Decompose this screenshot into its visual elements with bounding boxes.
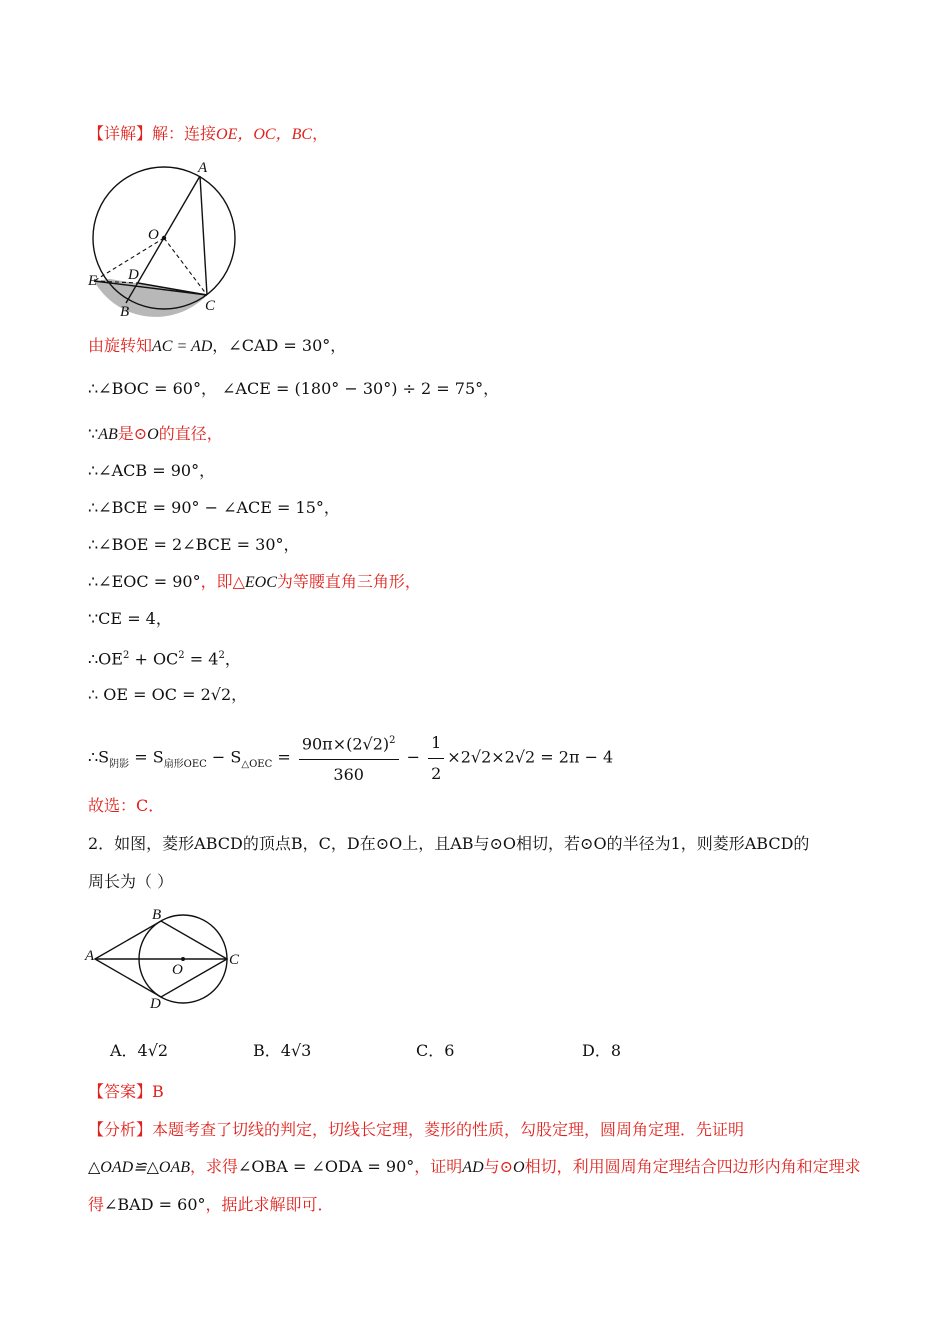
option-b[interactable] bbox=[253, 1038, 311, 1061]
step-11-sub-sector: 扇形OEC bbox=[163, 758, 207, 770]
analysis-o: O bbox=[513, 1159, 525, 1176]
step-3-because: ∵ bbox=[88, 424, 99, 443]
option-c-label: C．6 bbox=[416, 1041, 455, 1060]
analysis-text-2d: ，证明 bbox=[414, 1157, 463, 1176]
step-2 bbox=[88, 378, 499, 400]
step-11-e: − bbox=[401, 747, 426, 767]
label2-b: B bbox=[152, 907, 162, 923]
detail-tag: 【详解】 bbox=[88, 124, 153, 143]
answer-value: B bbox=[152, 1082, 164, 1101]
step-4 bbox=[88, 460, 215, 482]
fraction-sector bbox=[299, 728, 399, 788]
answer-tag: 【答案】 bbox=[88, 1082, 153, 1101]
question-2-line-1 bbox=[88, 833, 809, 855]
step-9-a: ∴OE bbox=[88, 649, 123, 669]
detail-jie: 解： bbox=[152, 124, 185, 143]
option-d-label: D．8 bbox=[582, 1041, 622, 1060]
label-o: O bbox=[148, 227, 159, 243]
center-dot-2 bbox=[181, 957, 185, 961]
step-10-text: ∴ OE = OC = 2√2， bbox=[88, 685, 248, 704]
step-9-sup-3: 2 bbox=[218, 650, 225, 661]
step-5-text: ∴∠BCE = 90° − ∠ACE = 15°， bbox=[88, 498, 340, 517]
step-3-o: O bbox=[147, 426, 159, 443]
analysis-text-2b: ，求得 bbox=[190, 1157, 239, 1176]
step-11-sub-triangle: △OEC bbox=[241, 758, 273, 770]
step-11-a: ∴S bbox=[88, 747, 110, 767]
figure-circle-shaded bbox=[80, 158, 250, 320]
step-10 bbox=[88, 684, 247, 706]
analysis-text-3a: 得 bbox=[88, 1195, 105, 1214]
detail-segments: OE，OC，BC bbox=[216, 126, 313, 143]
fraction-half-num: 1 bbox=[428, 730, 444, 759]
question-2-text-2: 周长为（ ） bbox=[88, 872, 174, 891]
step-11-b: = S bbox=[129, 747, 164, 767]
center-dot bbox=[162, 236, 166, 240]
analysis-text-2f: 与⊙ bbox=[483, 1157, 514, 1176]
label2-d: D bbox=[150, 996, 161, 1012]
step-7 bbox=[88, 571, 421, 594]
step-3-is: 是⊙ bbox=[117, 424, 148, 443]
fraction-sector-den: 360 bbox=[333, 765, 364, 785]
step-1-text: 由旋转知 bbox=[88, 336, 153, 355]
step-3 bbox=[88, 423, 223, 446]
analysis-text-3c: ，据此求解即可． bbox=[205, 1195, 334, 1214]
step-9-d: ， bbox=[224, 649, 241, 669]
step-7-eoc: EOC bbox=[244, 574, 277, 591]
step-1 bbox=[88, 335, 346, 358]
step-11-c: − S bbox=[206, 747, 242, 767]
step-11-f: ×2√2×2√2 = 2π − 4 bbox=[447, 747, 614, 767]
detail-connect: 连接 bbox=[184, 124, 217, 143]
detail-comma: ， bbox=[312, 124, 329, 143]
fraction-sector-sup: 2 bbox=[389, 735, 396, 746]
label2-o: O bbox=[172, 962, 183, 978]
analysis-congruence: △OAD≌△OAB bbox=[88, 1159, 190, 1176]
segment-ac bbox=[200, 176, 207, 295]
step-9-sup-1: 2 bbox=[122, 650, 130, 661]
analysis-line-1 bbox=[88, 1119, 744, 1141]
step-9 bbox=[88, 645, 241, 670]
label-e: E bbox=[88, 273, 98, 289]
analysis-line-2 bbox=[88, 1156, 861, 1179]
step-4-text: ∴∠ACB = 90°， bbox=[88, 461, 216, 480]
label2-c: C bbox=[229, 952, 240, 968]
step-8-text: ∵CE = 4， bbox=[88, 609, 172, 628]
label-a: A bbox=[198, 160, 208, 176]
step-9-b: + OC bbox=[129, 649, 179, 669]
step-7-math: ∴∠EOC = 90° bbox=[88, 572, 201, 591]
label-b: B bbox=[120, 304, 130, 320]
fraction-sector-num: 90π×(2√2) bbox=[301, 734, 390, 754]
step-11 bbox=[88, 728, 613, 788]
analysis-angles: ∠OBA = ∠ODA = 90° bbox=[238, 1157, 415, 1176]
step-7-desc: 为等腰直角三角形， bbox=[276, 572, 421, 591]
step-11-sub-shaded: 阴影 bbox=[109, 758, 130, 770]
question-2-text-1: 2．如图，菱形ABCD的顶点B，C，D在⊙O上，且AB与⊙O相切，若⊙O的半径为1，则菱形ABCD的 bbox=[88, 834, 810, 853]
answer-choice-line bbox=[88, 795, 164, 817]
label-c: C bbox=[205, 298, 216, 314]
analysis-tag: 【分析】 bbox=[88, 1120, 153, 1139]
step-5 bbox=[88, 497, 340, 519]
label-d: D bbox=[128, 267, 139, 283]
option-c[interactable] bbox=[416, 1038, 454, 1061]
option-b-label: B．4√3 bbox=[253, 1041, 312, 1060]
analysis-text-1: 本题考查了切线的判定，切线长定理，菱形的性质，勾股定理，圆周角定理．先证明 bbox=[152, 1120, 745, 1139]
step-1-tail: ，∠CAD = 30°， bbox=[212, 336, 347, 355]
analysis-line-3 bbox=[88, 1194, 334, 1216]
step-7-ie: ，即△ bbox=[200, 572, 245, 591]
fraction-half bbox=[428, 730, 444, 787]
step-9-sup-2: 2 bbox=[178, 650, 185, 661]
analysis-bad: ∠BAD = 60° bbox=[104, 1195, 206, 1214]
segment-oc bbox=[164, 238, 207, 295]
answer-choice-text: 故选：C． bbox=[88, 796, 165, 815]
step-9-c: = 4 bbox=[184, 649, 219, 669]
step-6 bbox=[88, 534, 300, 556]
option-a[interactable] bbox=[110, 1038, 168, 1061]
analysis-text-2h: 相切，利用圆周角定理结合四边形内角和定理求 bbox=[524, 1157, 861, 1176]
step-2-text: ∴∠BOC = 60°， ∠ACE = (180° − 30°) ÷ 2 = 75°， bbox=[88, 379, 500, 398]
option-a-label: A．4√2 bbox=[110, 1041, 169, 1060]
step-11-d: = bbox=[272, 747, 296, 767]
step-8 bbox=[88, 608, 172, 630]
option-d[interactable] bbox=[582, 1038, 621, 1061]
detail-heading bbox=[88, 123, 328, 146]
step-6-text: ∴∠BOE = 2∠BCE = 30°， bbox=[88, 535, 300, 554]
step-3-ab: AB bbox=[98, 426, 118, 443]
answer-line bbox=[88, 1081, 164, 1103]
analysis-ad: AD bbox=[462, 1159, 484, 1176]
step-3-diameter: 的直径， bbox=[158, 424, 223, 443]
label2-a: A bbox=[85, 948, 95, 964]
question-2-line-2 bbox=[88, 871, 173, 893]
step-1-math: AC = AD bbox=[152, 338, 213, 355]
fraction-half-den: 2 bbox=[431, 763, 442, 783]
figure-rhombus-circle bbox=[82, 906, 252, 1014]
